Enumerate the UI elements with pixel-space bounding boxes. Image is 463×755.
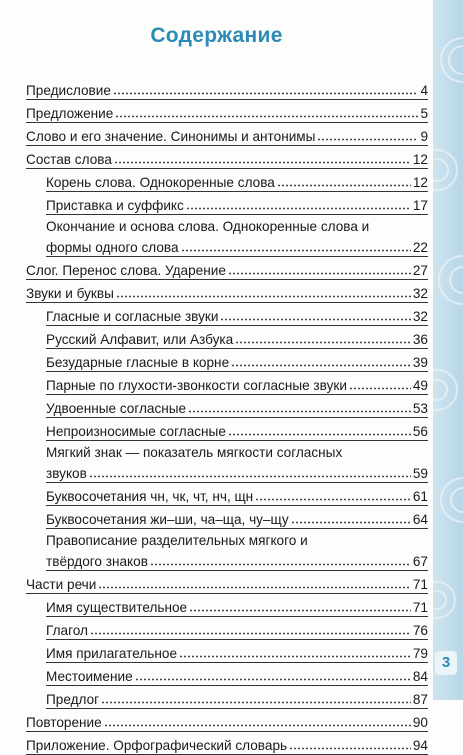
toc-entry-page: 36 bbox=[412, 332, 428, 347]
toc-entry-page: 76 bbox=[412, 623, 428, 638]
toc-entry-title: Слог. Перенос слова. Ударение bbox=[26, 263, 226, 278]
toc-entry-page: 59 bbox=[412, 466, 428, 481]
table-of-contents bbox=[26, 77, 428, 755]
dot-leader bbox=[116, 295, 411, 298]
dot-leader bbox=[277, 184, 411, 187]
toc-entry bbox=[26, 77, 428, 100]
toc-entry bbox=[46, 617, 428, 640]
toc-entry bbox=[46, 663, 428, 686]
toc-entry-title: Гласные и согласные звуки bbox=[46, 309, 219, 324]
toc-entry-page: 94 bbox=[412, 738, 428, 753]
dot-leader bbox=[317, 138, 418, 141]
toc-entry bbox=[46, 441, 428, 483]
toc-entry-title: Непроизносимые согласные bbox=[46, 424, 226, 439]
toc-entry-page: 32 bbox=[412, 286, 428, 301]
toc-entry-title: Глагол bbox=[46, 623, 88, 638]
dot-leader bbox=[289, 747, 411, 750]
toc-entry-page: 5 bbox=[420, 106, 428, 121]
dot-leader bbox=[104, 724, 411, 727]
toc-entry-title: Имя прилагательное bbox=[46, 646, 178, 661]
toc-entry bbox=[46, 215, 428, 257]
toc-entry bbox=[46, 594, 428, 617]
toc-entry-page: 87 bbox=[412, 692, 428, 707]
toc-entry-title: Части речи bbox=[26, 577, 97, 592]
dot-leader bbox=[113, 92, 419, 95]
toc-entry-title: Удвоенные согласные bbox=[46, 401, 187, 416]
dot-leader bbox=[291, 521, 411, 524]
toc-entry-page: 90 bbox=[412, 715, 428, 730]
toc-entry-title: Состав слова bbox=[26, 152, 112, 167]
dot-leader bbox=[89, 475, 411, 478]
toc-entry-title: Местоимение bbox=[46, 669, 133, 684]
toc-entry-page: 12 bbox=[412, 152, 428, 167]
dot-leader bbox=[115, 115, 418, 118]
decorative-side-band bbox=[433, 0, 463, 700]
toc-entry bbox=[46, 506, 428, 529]
toc-entry-title-continued: звуков bbox=[46, 466, 87, 481]
toc-entry-page: 84 bbox=[412, 669, 428, 684]
toc-entry bbox=[46, 169, 428, 192]
toc-entry-page: 56 bbox=[412, 424, 428, 439]
toc-entry-page: 79 bbox=[412, 646, 428, 661]
dot-leader bbox=[188, 410, 411, 413]
toc-entry-title: Мягкий знак — показатель мягкости согласных bbox=[46, 445, 343, 460]
toc-entry-page: 39 bbox=[412, 355, 428, 370]
dot-leader bbox=[228, 272, 411, 275]
dot-leader bbox=[150, 563, 411, 566]
dot-leader bbox=[189, 609, 411, 612]
toc-entry-page: 64 bbox=[412, 512, 428, 527]
toc-entry-page: 49 bbox=[412, 378, 428, 393]
toc-entry-page: 71 bbox=[412, 577, 428, 592]
toc-entry bbox=[26, 732, 428, 755]
toc-entry-title: Слово и его значение. Синонимы и антонимы bbox=[26, 129, 316, 144]
toc-entry-title: Предлог bbox=[46, 692, 100, 707]
toc-entry-page: 12 bbox=[412, 175, 428, 190]
toc-entry bbox=[46, 192, 428, 215]
toc-entry-page: 17 bbox=[412, 198, 428, 213]
toc-entry bbox=[26, 257, 428, 280]
toc-entry bbox=[46, 483, 428, 506]
dot-leader bbox=[255, 498, 411, 501]
toc-entry-page: 9 bbox=[420, 129, 428, 144]
toc-entry bbox=[26, 280, 428, 303]
dot-leader bbox=[179, 655, 411, 658]
toc-entry-title: Приложение. Орфографический словарь bbox=[26, 738, 288, 753]
dot-leader bbox=[349, 387, 411, 390]
toc-entry-title: Имя существительное bbox=[46, 600, 188, 615]
dot-leader bbox=[114, 161, 411, 164]
toc-entry bbox=[26, 709, 428, 732]
toc-entry-title: Правописание разделительных мягкого и bbox=[46, 533, 308, 548]
toc-entry bbox=[26, 571, 428, 594]
toc-entry bbox=[26, 123, 428, 146]
toc-entry-page: 67 bbox=[412, 554, 428, 569]
toc-entry bbox=[46, 303, 428, 326]
toc-entry-title: Парные по глухости-звонкости согласные звуки bbox=[46, 378, 347, 393]
toc-entry-title-continued: формы одного слова bbox=[46, 240, 179, 255]
page-title: Содержание bbox=[150, 24, 283, 47]
toc-entry-page: 4 bbox=[420, 83, 428, 98]
toc-entry-title: Буквосочетания жи–ши, ча–ща, чу–щу bbox=[46, 512, 289, 527]
toc-entry bbox=[46, 395, 428, 418]
toc-entry bbox=[46, 418, 428, 441]
toc-entry bbox=[26, 146, 428, 169]
toc-entry-title: Корень слова. Однокоренные слова bbox=[46, 175, 275, 190]
dot-leader bbox=[220, 318, 410, 321]
toc-entry-title: Окончание и основа слова. Однокоренные слова и bbox=[46, 219, 370, 234]
toc-entry-page: 71 bbox=[412, 600, 428, 615]
toc-entry-page: 27 bbox=[412, 263, 428, 278]
dot-leader bbox=[228, 433, 411, 436]
toc-entry-title: Буквосочетания чн, чк, чт, нч, щн bbox=[46, 489, 254, 504]
toc-entry-title: Предложение bbox=[26, 106, 114, 121]
toc-entry-title: Предисловие bbox=[26, 83, 111, 98]
toc-entry bbox=[46, 372, 428, 395]
page-number: 3 bbox=[435, 651, 457, 675]
toc-entry-title: Звуки и буквы bbox=[26, 286, 114, 301]
toc-entry-page: 61 bbox=[412, 489, 428, 504]
toc-entry-title: Русский Алфавит, или Азбука bbox=[46, 332, 234, 347]
toc-entry bbox=[46, 640, 428, 663]
toc-entry bbox=[46, 686, 428, 709]
toc-entry bbox=[46, 326, 428, 349]
toc-entry bbox=[26, 100, 428, 123]
dot-leader bbox=[90, 632, 411, 635]
toc-entry-title: Приставка и суффикс bbox=[46, 198, 184, 213]
toc-entry bbox=[46, 349, 428, 372]
dot-leader bbox=[186, 207, 411, 210]
dot-leader bbox=[98, 586, 411, 589]
dot-leader bbox=[135, 678, 411, 681]
toc-entry-page: 53 bbox=[412, 401, 428, 416]
dot-leader bbox=[101, 701, 411, 704]
toc-entry-page: 32 bbox=[412, 309, 428, 324]
toc-entry-title: Безударные гласные в корне bbox=[46, 355, 230, 370]
toc-entry bbox=[46, 529, 428, 571]
toc-entry-title-continued: твёрдого знаков bbox=[46, 554, 148, 569]
dot-leader bbox=[231, 364, 411, 367]
toc-entry-page: 22 bbox=[412, 240, 428, 255]
toc-entry-title: Повторение bbox=[26, 715, 102, 730]
swirl-pattern-icon bbox=[433, 0, 463, 700]
dot-leader bbox=[181, 249, 411, 252]
dot-leader bbox=[235, 341, 411, 344]
